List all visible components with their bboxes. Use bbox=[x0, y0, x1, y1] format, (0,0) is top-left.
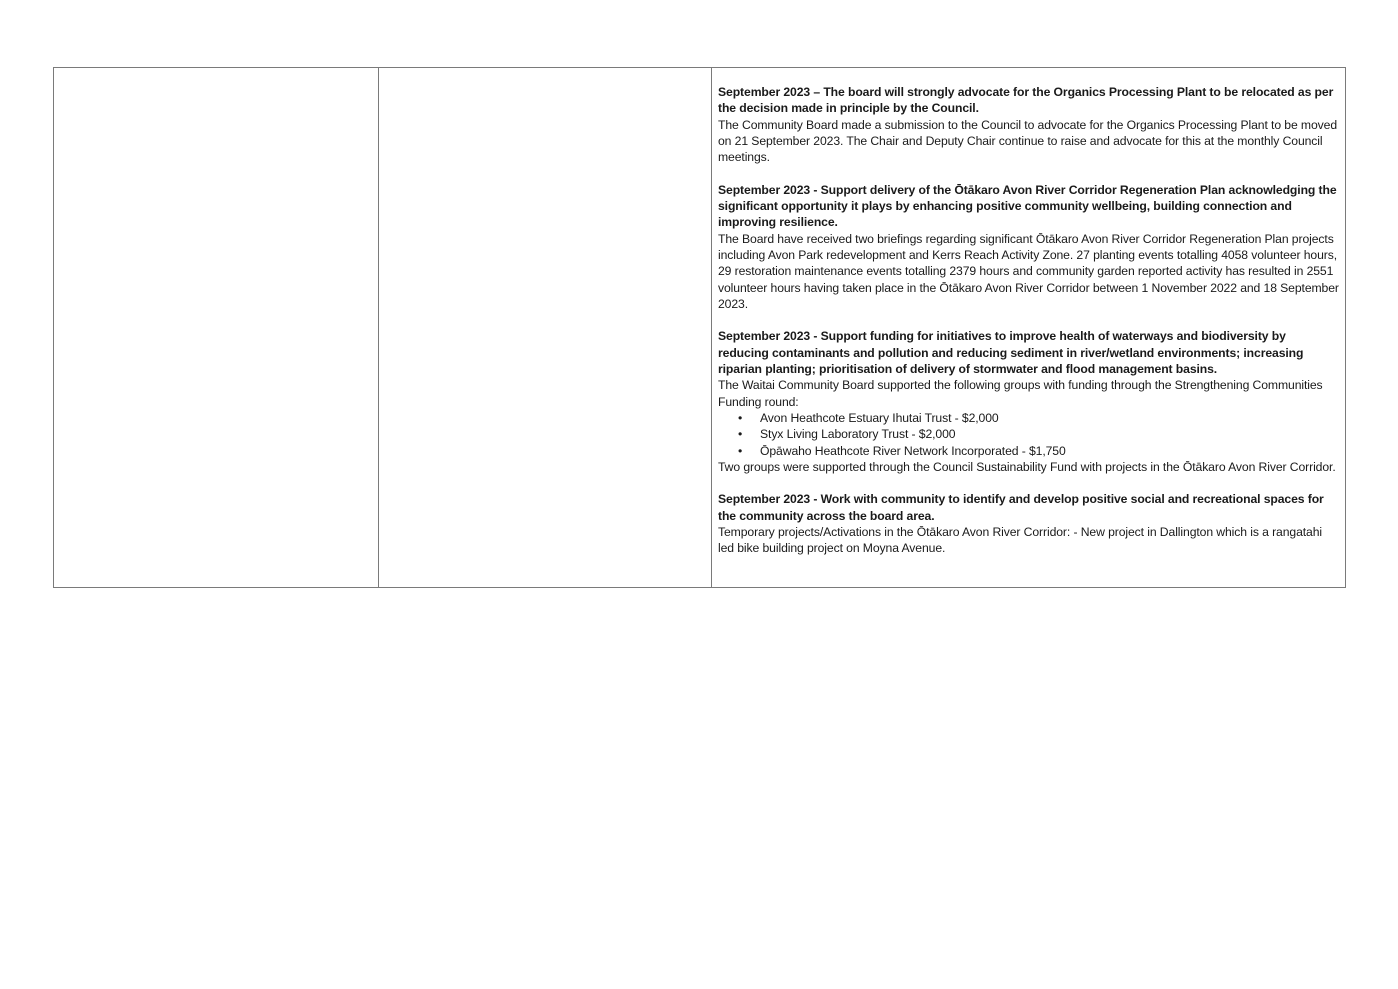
entry-heading: September 2023 – The board will strongly advocate for the Organics Processing Plant to be relocated as per the decision made in principle by the Council. bbox=[718, 85, 1334, 116]
table-cell-column-2 bbox=[379, 68, 712, 587]
entry-body-after-list: Two groups were supported through the Council Sustainability Fund with projects in the Ōtākaro Avon River Corridor. bbox=[718, 459, 1336, 474]
entry-river-corridor bbox=[718, 182, 1339, 312]
entry-heading: September 2023 - Support funding for initiatives to improve health of waterways and biodiversity by reducing contaminants and pollution and reducing sediment in river/wetland environments; increasing riparian planting; prioritisation of delivery of stormwater and flood management basins. bbox=[718, 329, 1304, 377]
bullet-icon: • bbox=[738, 427, 743, 442]
list-item bbox=[718, 443, 1339, 459]
entry-social-spaces bbox=[718, 491, 1339, 556]
entry-body: The Board have received two briefings regarding significant Ōtākaro Avon River Corridor Regeneration Plan projects including Avon Park redevelopment and Kerrs Reach Activity Zone. 27 planting events totalling 4058 volunteer hours, 29 restoration maintenance events totalling 2379 hours and community garden reported activity has resulted in 2551 volunteer hours having taken place in the Ōtākaro Avon River Corridor between 1 November 2022 and 18 September 2023. bbox=[718, 231, 1339, 311]
entry-body: Temporary projects/Activations in the Ōtākaro Avon River Corridor: - New project in Dallington which is a rangatahi led bike building project on Moyna Avenue. bbox=[718, 525, 1323, 556]
entry-waterways-funding bbox=[718, 328, 1339, 475]
table-cell-column-3 bbox=[712, 68, 1345, 587]
list-item bbox=[718, 410, 1339, 426]
bullet-icon: • bbox=[738, 443, 743, 458]
funding-list bbox=[718, 410, 1339, 459]
entry-body: The Waitai Community Board supported the following groups with funding through the Strengthening Communities Funding round: bbox=[718, 378, 1323, 409]
report-table bbox=[53, 67, 1346, 588]
bullet-icon: • bbox=[738, 410, 743, 425]
list-item-text: Styx Living Laboratory Trust - $2,000 bbox=[760, 427, 956, 442]
entry-heading: September 2023 - Work with community to identify and develop positive social and recreational spaces for the community across the board area. bbox=[718, 492, 1324, 523]
list-item-text: Avon Heathcote Estuary Ihutai Trust - $2,000 bbox=[760, 410, 999, 425]
list-item-text: Ōpāwaho Heathcote River Network Incorporated - $1,750 bbox=[760, 443, 1066, 458]
list-item bbox=[718, 426, 1339, 442]
entry-body: The Community Board made a submission to the Council to advocate for the Organics Processing Plant to be moved on 21 September 2023. The Chair and Deputy Chair continue to raise and advocate for this at the monthly Council meetings. bbox=[718, 117, 1338, 165]
entry-heading: September 2023 - Support delivery of the Ōtākaro Avon River Corridor Regeneration Plan acknowledging the significant opportunity it plays by enhancing positive community wellbeing, building connection and improving resilience. bbox=[718, 182, 1337, 230]
table-cell-column-1 bbox=[54, 68, 379, 587]
entry-organics-plant bbox=[718, 84, 1339, 165]
